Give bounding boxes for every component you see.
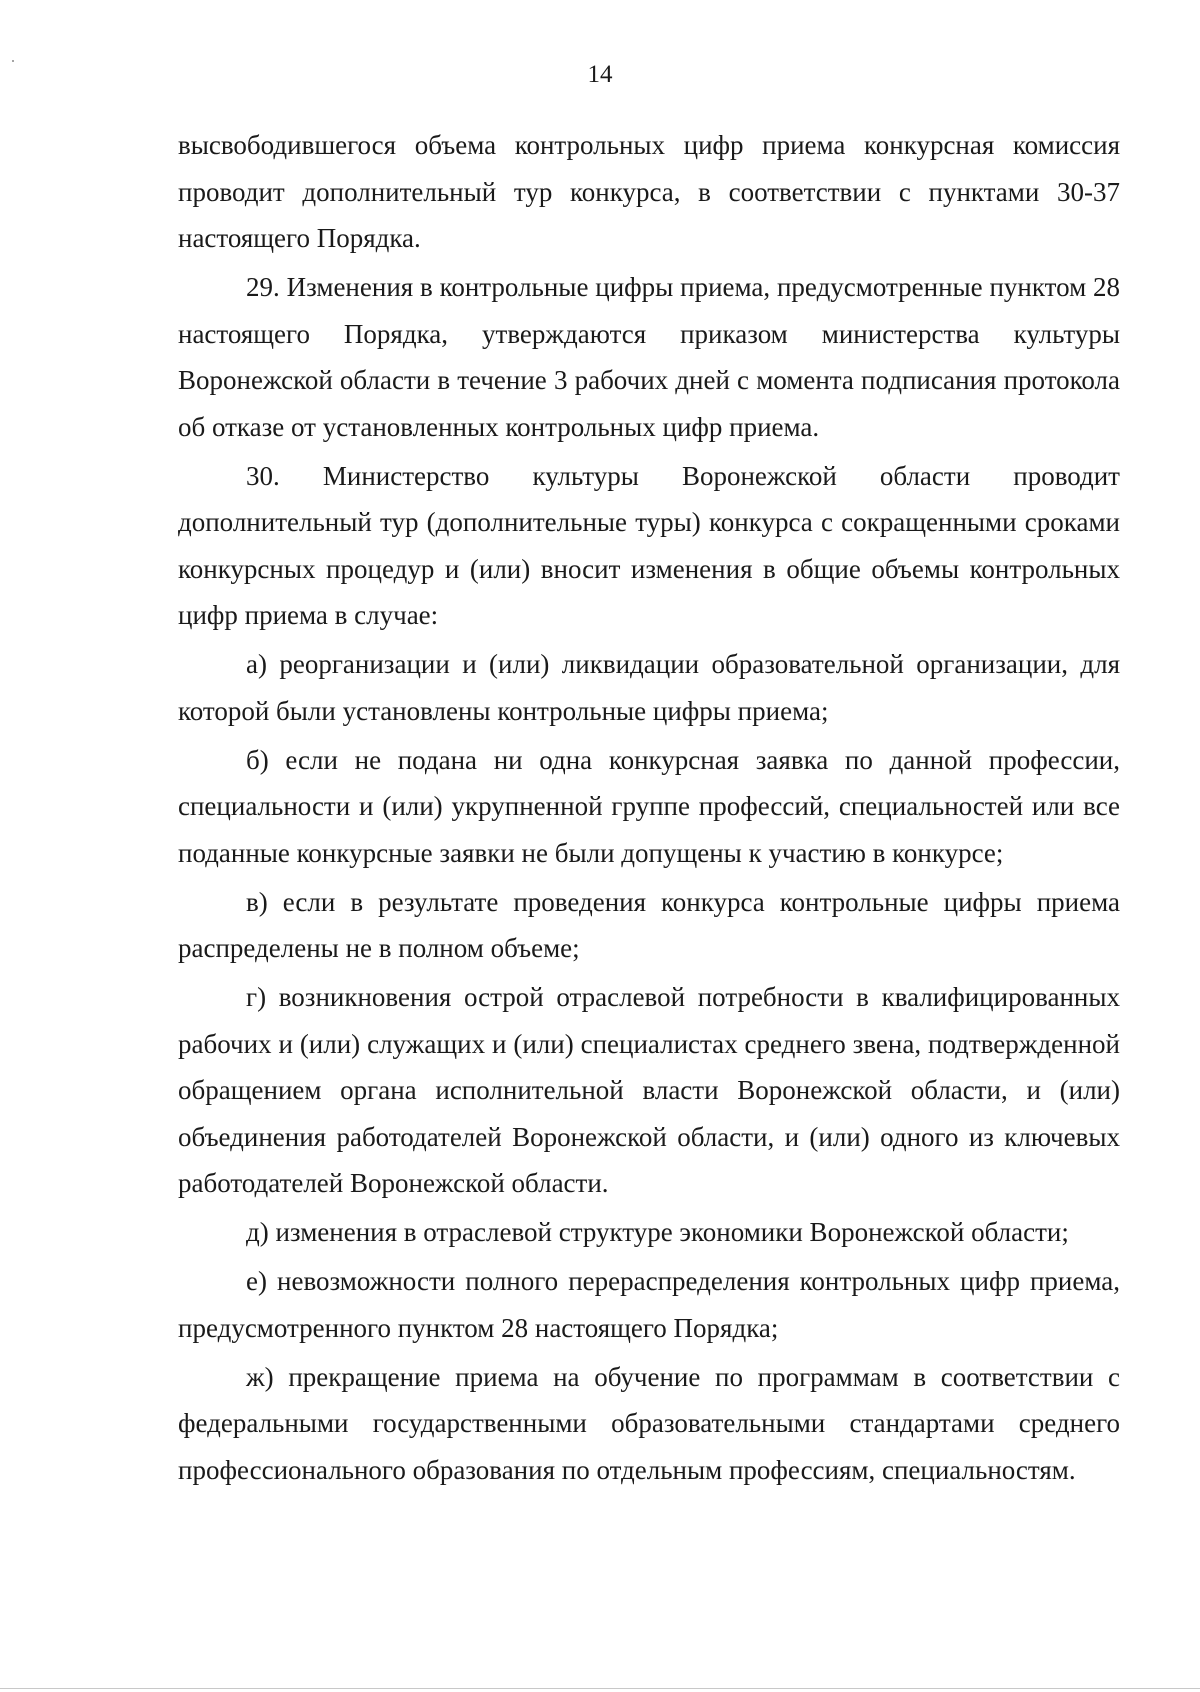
list-item-a: а) реорганизации и (или) ликвидации образовательной организации, для которой были установлены контрольные цифры приема; bbox=[178, 649, 1120, 726]
list-item-zh: ж) прекращение приема на обучение по программам в соответствии с федеральными государственными образовательными стандартами среднего профессионального образования по отдельным профессиям, специальностям. bbox=[178, 1361, 1120, 1485]
scan-speck bbox=[12, 60, 14, 62]
list-item-b: б) если не подана ни одна конкурсная заявка по данной профессии, специальности и (или) укрупненной группе профессий, специальностей или все поданные конкурсные заявки не были допущены к участию в конкурсе; bbox=[178, 744, 1120, 868]
list-item-d: д) изменения в отраслевой структуре экономики Воронежской области; bbox=[246, 1217, 1069, 1247]
paragraph-30: 30. Министерство культуры Воронежской области проводит дополнительный тур (дополнительные туры) конкурса с сокращенными сроками конкурсных процедур и (или) вносит изменения в общие объемы контрольных цифр приема в случае: bbox=[178, 460, 1120, 630]
list-item-g: г) возникновения острой отраслевой потребности в квалифицированных рабочих и (или) служащих и (или) специалистах среднего звена, подтвержденной обращением органа исполнительной власти Воронежской области, и (или) объединения работодателей Воронежской области, и (или) одного из ключевых работодателей Воронежской области. bbox=[178, 982, 1120, 1198]
paragraph-29: 29. Изменения в контрольные цифры приема, предусмотренные пунктом 28 настоящего Порядка, утверждаются приказом министерства культуры Воронежской области в течение 3 рабочих дней с момента подписания протокола об отказе от установленных контрольных цифр приема. bbox=[178, 272, 1120, 442]
page-number: 14 bbox=[587, 61, 613, 88]
paragraph-continuation: высвободившегося объема контрольных цифр приема конкурсная комиссия проводит дополнительный тур конкурса, в соответствии с пунктами 30-37 настоящего Порядка. bbox=[178, 130, 1120, 253]
list-item-v: в) если в результате проведения конкурса контрольные цифры приема распределены не в полном объеме; bbox=[178, 886, 1120, 963]
document-body bbox=[178, 122, 1120, 1496]
list-item-e: е) невозможности полного перераспределения контрольных цифр приема, предусмотренного пунктом 28 настоящего Порядка; bbox=[178, 1266, 1120, 1343]
scan-edge-line bbox=[0, 1688, 1200, 1689]
